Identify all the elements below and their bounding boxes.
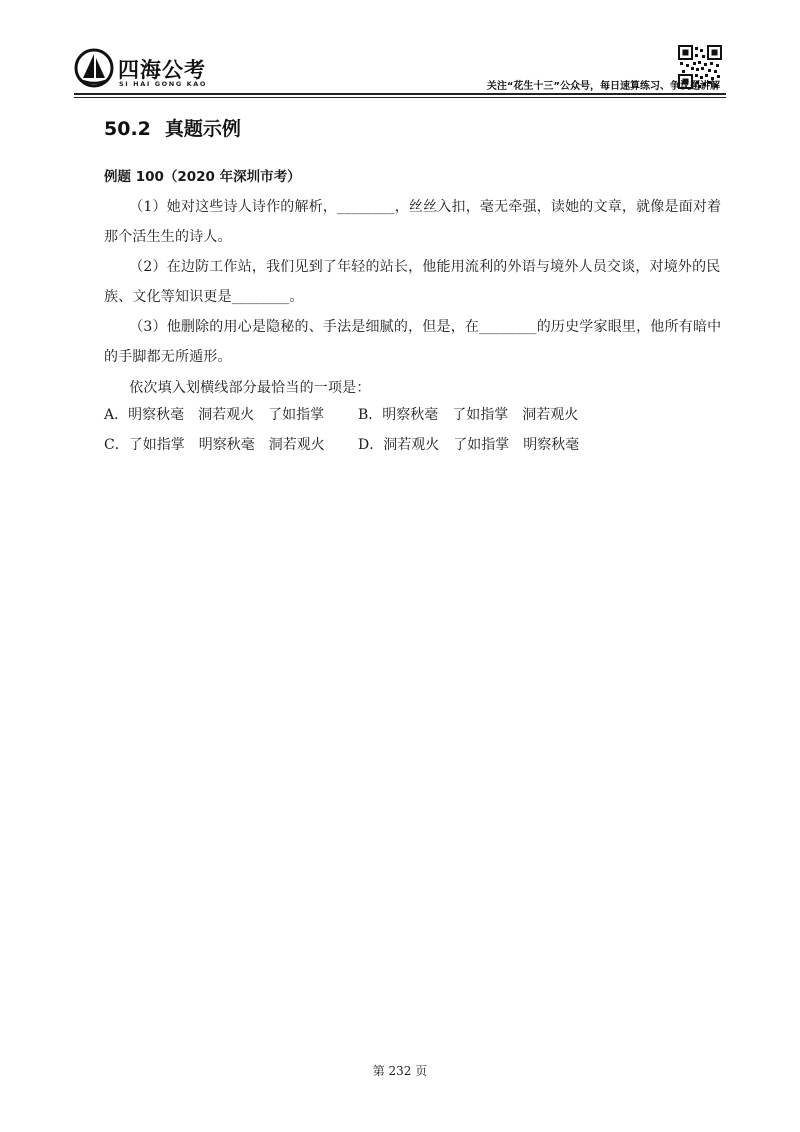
header-slogan: 关注“花生十三”公众号，每日速算练习、争议题讲解	[486, 81, 720, 92]
option-a: A．明察秋毫 洞若观火 了如指掌	[104, 407, 325, 423]
section-number: 50.2	[104, 118, 151, 140]
header-divider-thin	[74, 97, 726, 98]
question-paragraph-1: （1）她对这些诗人诗作的解析，________，丝丝入扣，毫无牵强，读她的文章，就像是面对着那个活生生的诗人。	[104, 199, 722, 245]
example-label: 例题 100（2020 年深圳市考）	[104, 169, 301, 185]
question-paragraph-2: （2）在边防工作站，我们见到了年轻的站长，他能用流利的外语与境外人员交谈，对境外的民族、文化等知识更是________。	[104, 259, 721, 305]
section-title	[104, 114, 241, 141]
option-c: C．了如指掌 明察秋毫 洞若观火	[104, 437, 325, 453]
logo-text: 四海公考	[118, 58, 206, 82]
page-header	[0, 0, 800, 100]
answer-options	[104, 400, 726, 460]
question-paragraph-3: （3）他删除的用心是隐秘的、手法是细腻的，但是，在________的历史学家眼里，他所有暗中的手脚都无所遁形。	[104, 319, 722, 365]
option-b: B．明察秋毫 了如指掌 洞若观火	[358, 407, 579, 423]
page-number: 第 232 页	[372, 1064, 428, 1078]
options-row-2	[104, 430, 726, 460]
sailboat-logo-icon	[74, 48, 114, 88]
brand-logo	[74, 48, 214, 94]
logo-subtext: SI HAI GONG KAO	[119, 80, 208, 88]
question-stem: 依次填入划横线部分最恰当的一项是：	[129, 380, 371, 396]
option-d: D．洞若观火 了如指掌 明察秋毫	[358, 437, 580, 453]
section-title-text: 真题示例	[164, 118, 241, 140]
header-divider	[74, 93, 726, 95]
options-row-1	[104, 400, 726, 430]
